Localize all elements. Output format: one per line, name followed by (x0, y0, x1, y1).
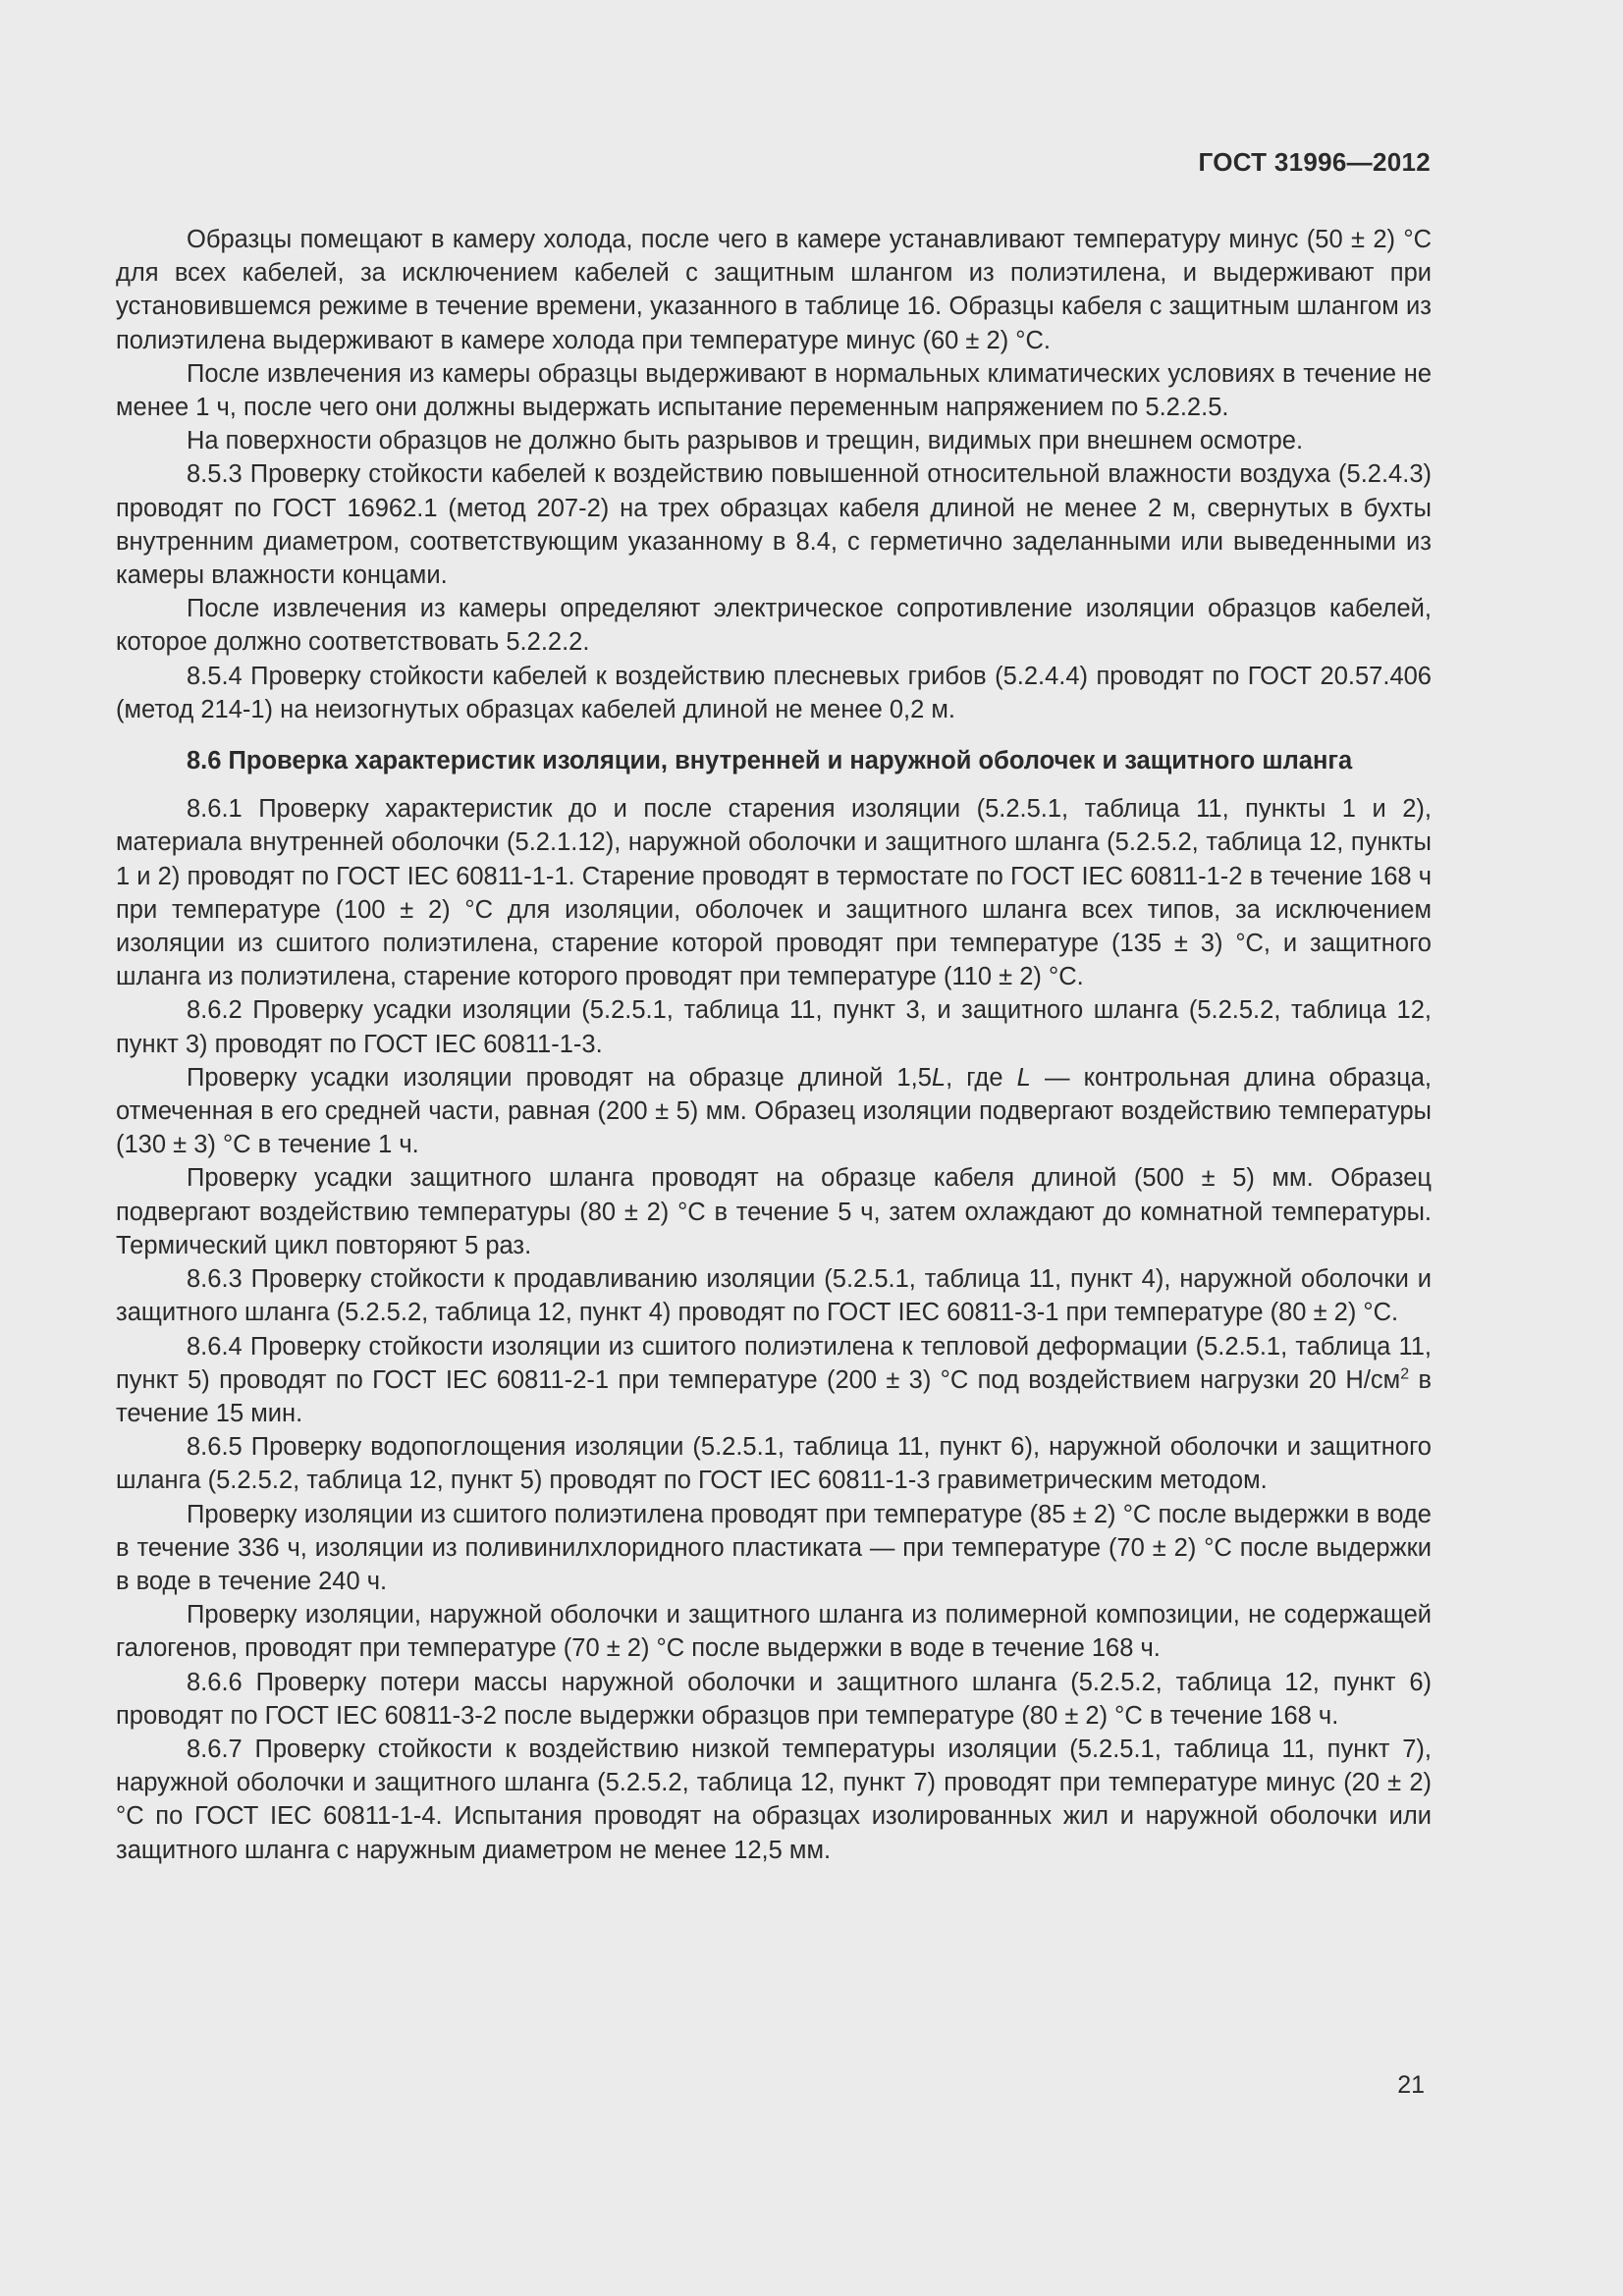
variable-l: L (931, 1063, 947, 1092)
paragraph: 8.6.5 Проверку водопоглощения изоляции (5.2.5.1, таблица 11, пункт 6), наружной оболочки и защитного шланга (5.2.5.2, таблица 12, пункт 5) проводят по ГОСТ IEC 60811-1-3 гравиметрическим методом. (116, 1433, 1432, 1495)
paragraph: 8.6.1 Проверку характеристик до и после старения изоляции (5.2.5.1, таблица 11, пункты 1 и 2), материала внутренней оболочки (5.2.1.12), наружной оболочки и защитного шланга (5.2.5.2, таблица 12, пункты 1 и 2) проводят по ГОСТ IEC 60811-1-1. Старение проводят в термостате по ГОСТ IEC 60811-1-2 в течение 168 ч при температуре (100 ± 2) °С для изоляции, оболочек и защитного шланга всех типов, за исключением изоляции из сшитого полиэтилена, старение которой проводят при температуре (135 ± 3) °С, и защитного шланга из полиэтилена, старение которого проводят при температуре (110 ± 2) °С. (116, 795, 1432, 991)
section-heading: 8.6 Проверка характеристик изоляции, внутренней и наружной оболочек и защитного шланга (187, 747, 1353, 775)
text-run: в течение 15 мин. (116, 1365, 1433, 1427)
paragraph: На поверхности образцов не должно быть разрывов и трещин, видимых при внешнем осмотре. (187, 427, 1304, 455)
paragraph: Проверку изоляции из сшитого полиэтилена проводят при температуре (85 ± 2) °С после выдержки в воде в течение 336 ч, изоляции из поливинилхлоридного пластиката — при температуре (70 ± 2) °С после выдержки в воде в течение 240 ч. (116, 1500, 1432, 1595)
text-run: — контрольная длина образца, отмеченная в его средней части, равная (200 ± 5) мм. Образец изоляции подвергают воздействию температуры (130 ± 3) °С в течение 1 ч. (116, 1063, 1432, 1159)
paragraph: Проверку усадки защитного шланга проводят на образце кабеля длиной (500 ± 5) мм. Образец подвергают воздействию температуры (80 ± 2) °С в течение 5 ч, затем охлаждают до комнатной температуры. Термический цикл повторяют 5 раз. (116, 1164, 1432, 1259)
paragraph: Образцы помещают в камеру холода, после чего в камере устанавливают температуру минус (50 ± 2) °С для всех кабелей, за исключением кабелей с защитным шлангом из полиэтилена, и выдерживают при установившемся режиме в течение времени, указанного в таблице 16. Образцы кабеля с защитным шлангом из полиэтилена выдерживают в камере холода при температуре минус (60 ± 2) °С. (116, 226, 1432, 354)
document-body (116, 223, 1432, 1867)
paragraph: После извлечения из камеры определяют электрическое сопротивление изоляции образцов кабелей, которое должно соответствовать 5.2.2.2. (116, 595, 1432, 657)
paragraph-shrink-insulation (116, 1061, 1432, 1162)
paragraph: 8.5.4 Проверку стойкости кабелей к воздействию плесневых грибов (5.2.4.4) проводят по ГОСТ 20.57.406 (метод 214-1) на неизогнутых образцах кабелей длиной не менее 0,2 м. (116, 662, 1432, 723)
paragraph: 8.6.6 Проверку потери массы наружной оболочки и защитного шланга (5.2.5.2, таблица 12, пункт 6) проводят по ГОСТ IEC 60811-3-2 после выдержки образцов при температуре (80 ± 2) °С в течение 168 ч. (116, 1668, 1432, 1730)
standard-header: ГОСТ 31996—2012 (1198, 147, 1431, 177)
paragraph: 8.6.2 Проверку усадки изоляции (5.2.5.1, таблица 11, пункт 3, и защитного шланга (5.2.5.2, таблица 12, пункт 3) проводят по ГОСТ IEC 60811-1-3. (116, 996, 1432, 1058)
page-number: 21 (1397, 2071, 1425, 2099)
text-run: , где (946, 1063, 1017, 1092)
superscript: 2 (1400, 1365, 1410, 1383)
variable-l: L (1016, 1063, 1031, 1092)
paragraph: Проверку изоляции, наружной оболочки и защитного шланга из полимерной композиции, не содержащей галогенов, проводят при температуре (70 ± 2) °С после выдержки в воде в течение 168 ч. (116, 1601, 1432, 1663)
paragraph-thermal-deformation (116, 1330, 1432, 1431)
paragraph: 8.6.3 Проверку стойкости к продавливанию изоляции (5.2.5.1, таблица 11, пункт 4), наружной оболочки и защитного шланга (5.2.5.2, таблица 12, пункт 4) проводят по ГОСТ IEC 60811-3-1 при температуре (80 ± 2) °С. (116, 1265, 1432, 1327)
paragraph: 8.5.3 Проверку стойкости кабелей к воздействию повышенной относительной влажности воздуха (5.2.4.3) проводят по ГОСТ 16962.1 (метод 207-2) на трех образцах кабеля длиной не менее 2 м, свернутых в бухты внутренним диаметром, соответствующим указанному в 8.4, с герметично заделанными или выведенными из камеры влажности концами. (116, 460, 1432, 590)
text-run: Проверку усадки изоляции проводят на образце длиной 1,5 (187, 1063, 932, 1092)
text-run: 8.6.4 Проверку стойкости изоляции из сшитого полиэтилена к тепловой деформации (5.2.5.1, таблица 11, пункт 5) проводят по ГОСТ IEC 60811-2-1 при температуре (200 ± 3) °С под воздействием нагрузки 20 Н/см (116, 1332, 1432, 1394)
paragraph: После извлечения из камеры образцы выдерживают в нормальных климатических условиях в течение не менее 1 ч, после чего они должны выдержать испытание переменным напряжением по 5.2.2.5. (116, 359, 1432, 422)
paragraph: 8.6.7 Проверку стойкости к воздействию низкой температуры изоляции (5.2.5.1, таблица 11, пункт 7), наружной оболочки и защитного шланга (5.2.5.2, таблица 12, пункт 7) проводят при температуре минус (20 ± 2) °С по ГОСТ IEC 60811-1-4. Испытания проводят на образцах изолированных жил и наружной оболочки или защитного шланга с наружным диаметром не менее 12,5 мм. (116, 1735, 1432, 1864)
